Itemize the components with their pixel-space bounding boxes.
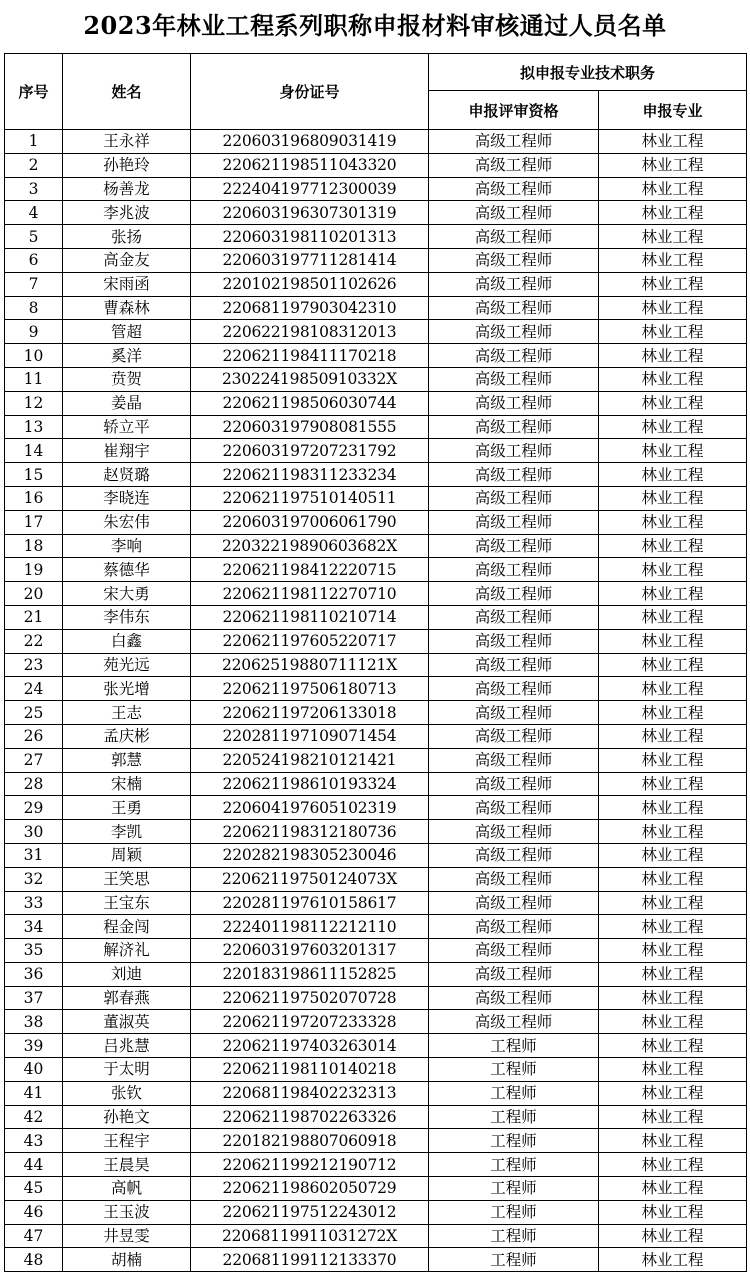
- row-name: 蔡德华: [63, 558, 191, 582]
- row-qualification: 高级工程师: [429, 272, 599, 296]
- row-name: 杨善龙: [63, 177, 191, 201]
- row-id-number: 22068119911031272X: [191, 1224, 429, 1248]
- row-major: 林业工程: [599, 558, 747, 582]
- row-name: 张光增: [63, 677, 191, 701]
- row-seq: 37: [5, 986, 63, 1010]
- table-row: [5, 534, 747, 558]
- row-id-number: 220621198312180736: [191, 820, 429, 844]
- row-name: 张扬: [63, 225, 191, 249]
- row-seq: 26: [5, 724, 63, 748]
- row-qualification: 工程师: [429, 1105, 599, 1129]
- table-row: [5, 748, 747, 772]
- table-row: [5, 177, 747, 201]
- row-qualification: 高级工程师: [429, 796, 599, 820]
- row-id-number: 220621197403263014: [191, 1034, 429, 1058]
- table-row: [5, 367, 747, 391]
- row-major: 林业工程: [599, 153, 747, 177]
- row-qualification: 高级工程师: [429, 320, 599, 344]
- row-major: 林业工程: [599, 1034, 747, 1058]
- row-seq: 29: [5, 796, 63, 820]
- row-major: 林业工程: [599, 582, 747, 606]
- row-seq: 35: [5, 939, 63, 963]
- row-major: 林业工程: [599, 962, 747, 986]
- row-name: 孙艳文: [63, 1105, 191, 1129]
- row-seq: 38: [5, 1010, 63, 1034]
- row-qualification: 高级工程师: [429, 986, 599, 1010]
- row-major: 林业工程: [599, 986, 747, 1010]
- row-qualification: 工程师: [429, 1224, 599, 1248]
- row-name: 李伟东: [63, 605, 191, 629]
- row-qualification: 工程师: [429, 1248, 599, 1272]
- row-qualification: 高级工程师: [429, 1010, 599, 1034]
- table-row: [5, 296, 747, 320]
- row-seq: 43: [5, 1129, 63, 1153]
- row-id-number: 220183198611152825: [191, 962, 429, 986]
- row-id-number: 220603197908081555: [191, 415, 429, 439]
- row-qualification: 高级工程师: [429, 915, 599, 939]
- row-name: 王勇: [63, 796, 191, 820]
- row-name: 王晨昊: [63, 1153, 191, 1177]
- row-id-number: 220621198112270710: [191, 582, 429, 606]
- header-name: 姓名: [63, 54, 191, 130]
- row-id-number: 220621198110210714: [191, 605, 429, 629]
- row-qualification: 高级工程师: [429, 820, 599, 844]
- row-seq: 7: [5, 272, 63, 296]
- table-row: [5, 1153, 747, 1177]
- row-major: 林业工程: [599, 534, 747, 558]
- row-seq: 34: [5, 915, 63, 939]
- row-name: 周颖: [63, 843, 191, 867]
- row-seq: 1: [5, 130, 63, 154]
- row-seq: 23: [5, 653, 63, 677]
- row-seq: 9: [5, 320, 63, 344]
- table-row: [5, 939, 747, 963]
- row-qualification: 高级工程师: [429, 486, 599, 510]
- row-major: 林业工程: [599, 177, 747, 201]
- table-row: [5, 486, 747, 510]
- row-qualification: 高级工程师: [429, 677, 599, 701]
- row-name: 孙艳玲: [63, 153, 191, 177]
- row-qualification: 工程师: [429, 1081, 599, 1105]
- row-seq: 10: [5, 344, 63, 368]
- table-row: [5, 843, 747, 867]
- row-major: 林业工程: [599, 367, 747, 391]
- table-row: [5, 891, 747, 915]
- table-row: [5, 439, 747, 463]
- table-row: [5, 344, 747, 368]
- row-name: 郭春燕: [63, 986, 191, 1010]
- table-row: [5, 415, 747, 439]
- row-qualification: 高级工程师: [429, 939, 599, 963]
- row-qualification: 高级工程师: [429, 724, 599, 748]
- row-major: 林业工程: [599, 653, 747, 677]
- row-qualification: 高级工程师: [429, 582, 599, 606]
- row-major: 林业工程: [599, 915, 747, 939]
- row-name: 崔翔宇: [63, 439, 191, 463]
- table-row: [5, 1010, 747, 1034]
- row-seq: 46: [5, 1200, 63, 1224]
- row-name: 宋雨函: [63, 272, 191, 296]
- row-qualification: 高级工程师: [429, 248, 599, 272]
- table-row: [5, 772, 747, 796]
- row-name: 高金友: [63, 248, 191, 272]
- row-name: 李晓连: [63, 486, 191, 510]
- row-name: 董淑英: [63, 1010, 191, 1034]
- row-qualification: 高级工程师: [429, 296, 599, 320]
- row-major: 林业工程: [599, 843, 747, 867]
- row-id-number: 220603197207231792: [191, 439, 429, 463]
- row-name: 曹森林: [63, 296, 191, 320]
- row-major: 林业工程: [599, 201, 747, 225]
- row-major: 林业工程: [599, 605, 747, 629]
- row-seq: 42: [5, 1105, 63, 1129]
- table-row: [5, 1200, 747, 1224]
- row-seq: 31: [5, 843, 63, 867]
- row-major: 林业工程: [599, 320, 747, 344]
- table-row: [5, 130, 747, 154]
- row-qualification: 高级工程师: [429, 201, 599, 225]
- row-qualification: 高级工程师: [429, 605, 599, 629]
- row-qualification: 高级工程师: [429, 701, 599, 725]
- row-name: 苑光远: [63, 653, 191, 677]
- row-major: 林业工程: [599, 1224, 747, 1248]
- row-qualification: 高级工程师: [429, 748, 599, 772]
- row-major: 林业工程: [599, 867, 747, 891]
- row-major: 林业工程: [599, 1153, 747, 1177]
- row-qualification: 工程师: [429, 1177, 599, 1201]
- row-id-number: 220603197603201317: [191, 939, 429, 963]
- row-id-number: 220603196307301319: [191, 201, 429, 225]
- document-title: 2023年林业工程系列职称申报材料审核通过人员名单: [83, 11, 667, 40]
- row-name: 高帆: [63, 1177, 191, 1201]
- row-qualification: 高级工程师: [429, 177, 599, 201]
- table-row: [5, 605, 747, 629]
- row-seq: 3: [5, 177, 63, 201]
- row-id-number: 220282198305230046: [191, 843, 429, 867]
- row-id-number: 222404197712300039: [191, 177, 429, 201]
- row-major: 林业工程: [599, 344, 747, 368]
- row-id-number: 220281197610158617: [191, 891, 429, 915]
- row-seq: 15: [5, 463, 63, 487]
- row-major: 林业工程: [599, 677, 747, 701]
- row-major: 林业工程: [599, 510, 747, 534]
- row-seq: 8: [5, 296, 63, 320]
- row-major: 林业工程: [599, 486, 747, 510]
- table-row: [5, 510, 747, 534]
- row-qualification: 高级工程师: [429, 391, 599, 415]
- header-position-group: 拟申报专业技术职务: [429, 54, 747, 91]
- row-qualification: 高级工程师: [429, 534, 599, 558]
- row-id-number: 220621198702263326: [191, 1105, 429, 1129]
- table-row: [5, 1034, 747, 1058]
- row-major: 林业工程: [599, 439, 747, 463]
- row-id-number: 222401198112212110: [191, 915, 429, 939]
- row-id-number: 220281197109071454: [191, 724, 429, 748]
- row-name: 贲贺: [63, 367, 191, 391]
- row-seq: 25: [5, 701, 63, 725]
- row-name: 李兆波: [63, 201, 191, 225]
- row-seq: 48: [5, 1248, 63, 1272]
- row-qualification: 高级工程师: [429, 344, 599, 368]
- row-id-number: 220621197502070728: [191, 986, 429, 1010]
- row-id-number: 220621198506030744: [191, 391, 429, 415]
- header-id: 身份证号: [191, 54, 429, 130]
- row-major: 林业工程: [599, 391, 747, 415]
- table-row: [5, 629, 747, 653]
- row-id-number: 22062119750124073X: [191, 867, 429, 891]
- table-row: [5, 463, 747, 487]
- row-name: 郭慧: [63, 748, 191, 772]
- row-seq: 2: [5, 153, 63, 177]
- row-major: 林业工程: [599, 1081, 747, 1105]
- table-row: [5, 796, 747, 820]
- row-seq: 22: [5, 629, 63, 653]
- table-row: [5, 1248, 747, 1272]
- row-major: 林业工程: [599, 796, 747, 820]
- row-name: 白鑫: [63, 629, 191, 653]
- row-major: 林业工程: [599, 939, 747, 963]
- row-major: 林业工程: [599, 272, 747, 296]
- row-qualification: 工程师: [429, 1034, 599, 1058]
- row-id-number: 220621198610193324: [191, 772, 429, 796]
- table-row: [5, 225, 747, 249]
- row-name: 王宝东: [63, 891, 191, 915]
- table-row: [5, 201, 747, 225]
- row-major: 林业工程: [599, 248, 747, 272]
- row-qualification: 高级工程师: [429, 130, 599, 154]
- row-id-number: 220621198311233234: [191, 463, 429, 487]
- row-name: 王程宇: [63, 1129, 191, 1153]
- row-name: 孟庆彬: [63, 724, 191, 748]
- row-name: 奚洋: [63, 344, 191, 368]
- row-id-number: 220621197512243012: [191, 1200, 429, 1224]
- row-major: 林业工程: [599, 1010, 747, 1034]
- row-qualification: 高级工程师: [429, 367, 599, 391]
- row-id-number: 220621198411170218: [191, 344, 429, 368]
- row-major: 林业工程: [599, 296, 747, 320]
- row-seq: 17: [5, 510, 63, 534]
- row-seq: 11: [5, 367, 63, 391]
- row-qualification: 高级工程师: [429, 558, 599, 582]
- row-id-number: 220603196809031419: [191, 130, 429, 154]
- row-seq: 4: [5, 201, 63, 225]
- row-qualification: 高级工程师: [429, 653, 599, 677]
- row-name: 宋楠: [63, 772, 191, 796]
- row-name: 吕兆慧: [63, 1034, 191, 1058]
- row-seq: 5: [5, 225, 63, 249]
- header-seq: 序号: [5, 54, 63, 130]
- row-name: 解济礼: [63, 939, 191, 963]
- row-major: 林业工程: [599, 629, 747, 653]
- row-id-number: 22062519880711121X: [191, 653, 429, 677]
- table-row: [5, 820, 747, 844]
- table-row: [5, 1224, 747, 1248]
- table-row: [5, 1129, 747, 1153]
- row-name: 朱宏伟: [63, 510, 191, 534]
- row-id-number: 220681198402232313: [191, 1081, 429, 1105]
- table-row: [5, 986, 747, 1010]
- table-row: [5, 320, 747, 344]
- row-id-number: 220621199212190712: [191, 1153, 429, 1177]
- row-seq: 30: [5, 820, 63, 844]
- row-major: 林业工程: [599, 1105, 747, 1129]
- row-seq: 39: [5, 1034, 63, 1058]
- row-major: 林业工程: [599, 1177, 747, 1201]
- row-id-number: 23022419850910332X: [191, 367, 429, 391]
- row-seq: 12: [5, 391, 63, 415]
- row-id-number: 220524198210121421: [191, 748, 429, 772]
- row-id-number: 220621198412220715: [191, 558, 429, 582]
- row-seq: 6: [5, 248, 63, 272]
- row-major: 林业工程: [599, 891, 747, 915]
- table-row: [5, 915, 747, 939]
- table-row: [5, 701, 747, 725]
- table-row: [5, 153, 747, 177]
- row-major: 林业工程: [599, 748, 747, 772]
- row-seq: 40: [5, 1058, 63, 1082]
- row-major: 林业工程: [599, 701, 747, 725]
- row-name: 轿立平: [63, 415, 191, 439]
- row-name: 胡楠: [63, 1248, 191, 1272]
- row-id-number: 220621197605220717: [191, 629, 429, 653]
- row-qualification: 高级工程师: [429, 415, 599, 439]
- row-major: 林业工程: [599, 724, 747, 748]
- row-id-number: 220681197903042310: [191, 296, 429, 320]
- row-major: 林业工程: [599, 1248, 747, 1272]
- table-row: [5, 248, 747, 272]
- table-row: [5, 272, 747, 296]
- row-name: 李凯: [63, 820, 191, 844]
- row-qualification: 工程师: [429, 1129, 599, 1153]
- row-major: 林业工程: [599, 463, 747, 487]
- row-name: 王笑思: [63, 867, 191, 891]
- row-id-number: 220681199112133370: [191, 1248, 429, 1272]
- row-name: 王玉波: [63, 1200, 191, 1224]
- row-major: 林业工程: [599, 820, 747, 844]
- row-seq: 13: [5, 415, 63, 439]
- table-body: [5, 130, 747, 1272]
- row-id-number: 220102198501102626: [191, 272, 429, 296]
- row-name: 井昱雯: [63, 1224, 191, 1248]
- row-qualification: 高级工程师: [429, 772, 599, 796]
- row-seq: 33: [5, 891, 63, 915]
- row-seq: 19: [5, 558, 63, 582]
- row-id-number: 22032219890603682X: [191, 534, 429, 558]
- row-qualification: 工程师: [429, 1153, 599, 1177]
- row-major: 林业工程: [599, 1129, 747, 1153]
- row-id-number: 220621198511043320: [191, 153, 429, 177]
- row-name: 刘迪: [63, 962, 191, 986]
- row-name: 程金闯: [63, 915, 191, 939]
- row-major: 林业工程: [599, 415, 747, 439]
- table-row: [5, 1105, 747, 1129]
- table-row: [5, 582, 747, 606]
- personnel-table: [4, 53, 747, 1272]
- header-qualification: 申报评审资格: [429, 91, 599, 130]
- table-row: [5, 962, 747, 986]
- row-id-number: 220604197605102319: [191, 796, 429, 820]
- row-seq: 21: [5, 605, 63, 629]
- row-name: 宋大勇: [63, 582, 191, 606]
- row-major: 林业工程: [599, 130, 747, 154]
- row-seq: 32: [5, 867, 63, 891]
- row-id-number: 220621198602050729: [191, 1177, 429, 1201]
- row-seq: 16: [5, 486, 63, 510]
- row-seq: 44: [5, 1153, 63, 1177]
- row-name: 李响: [63, 534, 191, 558]
- row-name: 王志: [63, 701, 191, 725]
- row-name: 于太明: [63, 1058, 191, 1082]
- row-major: 林业工程: [599, 1200, 747, 1224]
- row-qualification: 高级工程师: [429, 153, 599, 177]
- row-name: 赵贤璐: [63, 463, 191, 487]
- row-id-number: 220621197207233328: [191, 1010, 429, 1034]
- row-qualification: 高级工程师: [429, 843, 599, 867]
- row-id-number: 220182198807060918: [191, 1129, 429, 1153]
- row-seq: 36: [5, 962, 63, 986]
- row-qualification: 工程师: [429, 1058, 599, 1082]
- table-row: [5, 1081, 747, 1105]
- row-qualification: 高级工程师: [429, 629, 599, 653]
- row-seq: 28: [5, 772, 63, 796]
- row-seq: 18: [5, 534, 63, 558]
- row-seq: 45: [5, 1177, 63, 1201]
- row-major: 林业工程: [599, 772, 747, 796]
- row-id-number: 220622198108312013: [191, 320, 429, 344]
- row-qualification: 高级工程师: [429, 962, 599, 986]
- row-id-number: 220603197006061790: [191, 510, 429, 534]
- row-seq: 20: [5, 582, 63, 606]
- row-name: 姜晶: [63, 391, 191, 415]
- table-row: [5, 867, 747, 891]
- table-row: [5, 1058, 747, 1082]
- row-seq: 24: [5, 677, 63, 701]
- table-row: [5, 558, 747, 582]
- row-seq: 47: [5, 1224, 63, 1248]
- row-id-number: 220621197510140511: [191, 486, 429, 510]
- row-qualification: 高级工程师: [429, 510, 599, 534]
- row-id-number: 220603198110201313: [191, 225, 429, 249]
- row-id-number: 220621197506180713: [191, 677, 429, 701]
- table-row: [5, 653, 747, 677]
- row-qualification: 高级工程师: [429, 867, 599, 891]
- row-qualification: 工程师: [429, 1200, 599, 1224]
- row-major: 林业工程: [599, 225, 747, 249]
- row-name: 管超: [63, 320, 191, 344]
- row-seq: 41: [5, 1081, 63, 1105]
- row-id-number: 220621198110140218: [191, 1058, 429, 1082]
- row-qualification: 高级工程师: [429, 463, 599, 487]
- row-name: 王永祥: [63, 130, 191, 154]
- table-row: [5, 391, 747, 415]
- row-id-number: 220603197711281414: [191, 248, 429, 272]
- row-qualification: 高级工程师: [429, 891, 599, 915]
- table-row: [5, 677, 747, 701]
- row-seq: 14: [5, 439, 63, 463]
- row-id-number: 220621197206133018: [191, 701, 429, 725]
- header-major: 申报专业: [599, 91, 747, 130]
- row-name: 张钦: [63, 1081, 191, 1105]
- row-seq: 27: [5, 748, 63, 772]
- row-major: 林业工程: [599, 1058, 747, 1082]
- table-row: [5, 724, 747, 748]
- table-row: [5, 1177, 747, 1201]
- row-qualification: 高级工程师: [429, 439, 599, 463]
- row-qualification: 高级工程师: [429, 225, 599, 249]
